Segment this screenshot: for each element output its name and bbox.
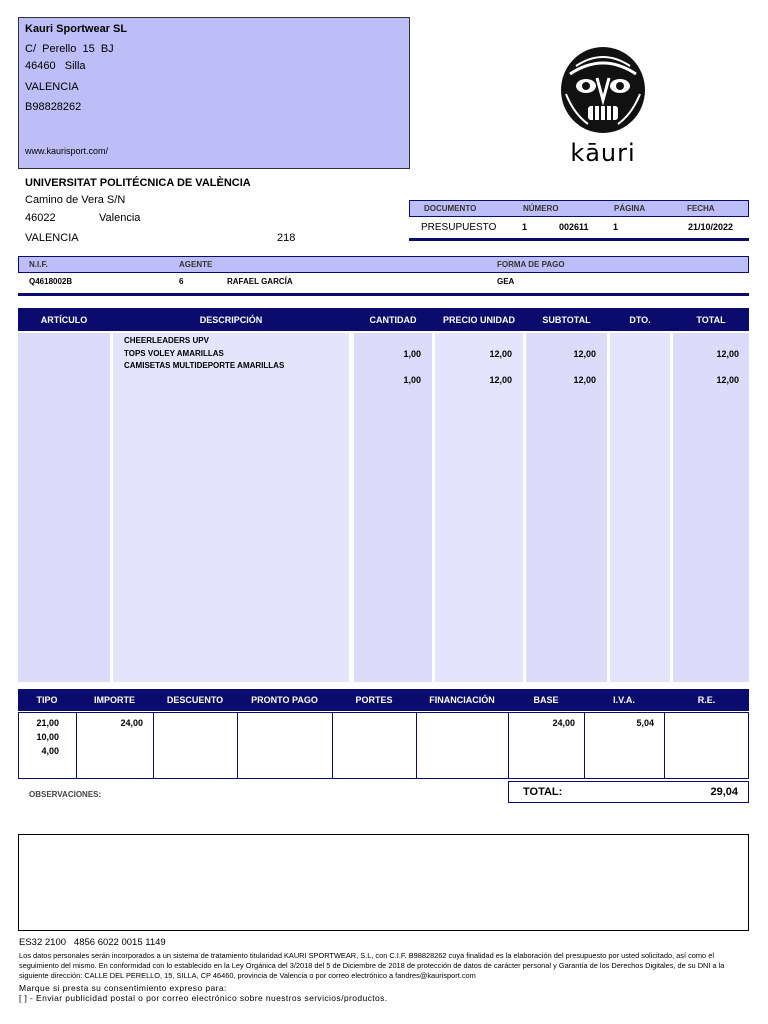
iva-value: 5,04 — [636, 718, 654, 728]
client-name: UNIVERSITAT POLITÉCNICA DE VALÈNCIA — [25, 177, 251, 189]
lines-table-header — [18, 308, 749, 331]
doc-info-header — [409, 200, 749, 217]
doc-header-numero: NÚMERO — [523, 204, 559, 213]
description-line: CHEERLEADERS UPV — [124, 336, 209, 345]
doc-header-pagina: PÁGINA — [614, 204, 646, 213]
doc-header-fecha: FECHA — [687, 204, 715, 213]
row-1-precio: 12,00 — [489, 349, 512, 359]
company-tax-id: B98828262 — [25, 101, 82, 113]
totals-table-body — [18, 712, 749, 779]
maori-mask-icon — [548, 44, 658, 136]
company-box — [18, 17, 410, 169]
payment-header-nif: N.I.F. — [29, 260, 48, 269]
doc-date: 21/10/2022 — [688, 222, 734, 232]
payment-agent-code: 6 — [179, 277, 184, 286]
totals-header-portes: PORTES — [355, 695, 393, 705]
totals-table-header — [18, 689, 749, 711]
company-postal-city: 46460 Silla — [25, 60, 86, 72]
row-1-subtotal: 12,00 — [573, 349, 596, 359]
col-header-dto: DTO. — [629, 314, 651, 325]
tipo-value: 10,00 — [36, 732, 59, 742]
consent-title: Marque si presta su consentimiento expreso para: — [19, 983, 227, 993]
logo-wordmark: kāuri — [570, 139, 636, 167]
row-1-cantidad: 1,00 — [403, 349, 421, 359]
kauri-logo — [548, 44, 658, 167]
totals-header-pronto-pago: PRONTO PAGO — [251, 695, 318, 705]
client-code: 218 — [277, 232, 296, 244]
col-articulo — [18, 333, 110, 682]
col-cantidad — [354, 333, 432, 682]
row-1-total: 12,00 — [716, 349, 739, 359]
col-header-descripcion: DESCRIPCIÓN — [199, 314, 263, 325]
totals-header-financiacion: FINANCIACIÓN — [429, 695, 495, 705]
total-value: 29,04 — [710, 786, 738, 798]
col-dto — [610, 333, 670, 682]
company-name: Kauri Sportwear SL — [25, 23, 128, 35]
col-header-total: TOTAL — [696, 314, 726, 325]
payment-method: GEA — [497, 277, 515, 286]
totals-divider — [416, 713, 417, 778]
company-website[interactable]: www.kaurisport.com/ — [25, 146, 109, 156]
col-header-articulo: ARTÍCULO — [40, 314, 88, 325]
total-box — [508, 781, 749, 803]
client-postal: 46022 — [25, 212, 56, 224]
row-2-precio: 12,00 — [489, 375, 512, 385]
payment-header-agente: AGENTE — [179, 260, 213, 269]
row-2-total: 12,00 — [716, 375, 739, 385]
col-descripcion — [113, 333, 349, 682]
company-province: VALENCIA — [25, 81, 79, 93]
description-line: TOPS VOLEY AMARILLAS — [124, 349, 224, 358]
doc-info-rule — [409, 238, 749, 241]
totals-header-re: R.E. — [697, 695, 716, 705]
observaciones-box — [18, 834, 749, 931]
row-2-cantidad: 1,00 — [403, 375, 421, 385]
doc-series: 1 — [522, 222, 528, 232]
col-header-precio: PRECIO UNIDAD — [442, 314, 515, 325]
company-street: C/ Perello 15 BJ — [25, 43, 114, 55]
col-subtotal — [526, 333, 607, 682]
doc-number: 002611 — [559, 222, 589, 232]
description-line: CAMISETAS MULTIDEPORTE AMARILLAS — [124, 361, 285, 370]
tipo-value: 4,00 — [41, 746, 59, 756]
observaciones-label: OBSERVACIONES: — [29, 790, 102, 799]
totals-divider — [153, 713, 154, 778]
totals-divider — [332, 713, 333, 778]
payment-header-forma-pago: FORMA DE PAGO — [497, 260, 565, 269]
doc-page: 1 — [613, 222, 619, 232]
importe-value: 24,00 — [120, 718, 143, 728]
consent-checkbox-item[interactable]: [ ] - Enviar publicidad postal o por correo electrónico sobre nuestros servicios/productos. — [19, 993, 388, 1003]
col-header-cantidad: CANTIDAD — [369, 314, 417, 325]
total-label: TOTAL: — [523, 786, 563, 798]
totals-header-tipo: TIPO — [36, 695, 58, 705]
col-precio — [435, 333, 523, 682]
totals-header-base: BASE — [533, 695, 559, 705]
doc-document: PRESUPUESTO — [421, 222, 497, 233]
privacy-notice: Los datos personales serán incorporados a un sistema de tratamiento titularidad KAURI SPORTWEAR, S.L, con C.I.F. B98828262 cuya finalidad es la elaboración del presupuesto por usted solicitado, así como el seguimiento del mismo. En conformidad con lo establecido en la Ley Orgánica del 3/2018 del 5 de Diciembre de 2018 de protección de datos de carácter personal y Garantía de los Derechos Digitales, de su DNI a la siguiente dirección: CALLE DEL PERELLO, 15, SILLA, CP 46460, provincia de Valencia o por correo electrónico a fandres@kaurisport.com — [19, 951, 725, 980]
col-header-subtotal: SUBTOTAL — [542, 314, 591, 325]
payment-header — [18, 256, 749, 273]
lines-table-body — [18, 333, 749, 682]
totals-header-descuento: DESCUENTO — [166, 695, 224, 705]
payment-agent-name: RAFAEL GARCÍA — [227, 277, 293, 286]
iban: ES32 2100 4856 6022 0015 1149 — [19, 937, 166, 948]
tipo-value: 21,00 — [36, 718, 59, 728]
client-city: Valencia — [99, 212, 141, 224]
client-province: VALENCIA — [25, 232, 79, 244]
payment-nif: Q4618002B — [29, 277, 73, 286]
base-value: 24,00 — [552, 718, 575, 728]
totals-header-iva: I.V.A. — [613, 695, 635, 705]
row-2-subtotal: 12,00 — [573, 375, 596, 385]
totals-divider — [664, 713, 665, 778]
col-total — [673, 333, 749, 682]
totals-header-importe: IMPORTE — [93, 695, 135, 705]
totals-divider — [237, 713, 238, 778]
doc-header-documento: DOCUMENTO — [424, 204, 477, 213]
payment-rule — [18, 293, 749, 296]
client-street: Camino de Vera S/N — [25, 194, 126, 206]
